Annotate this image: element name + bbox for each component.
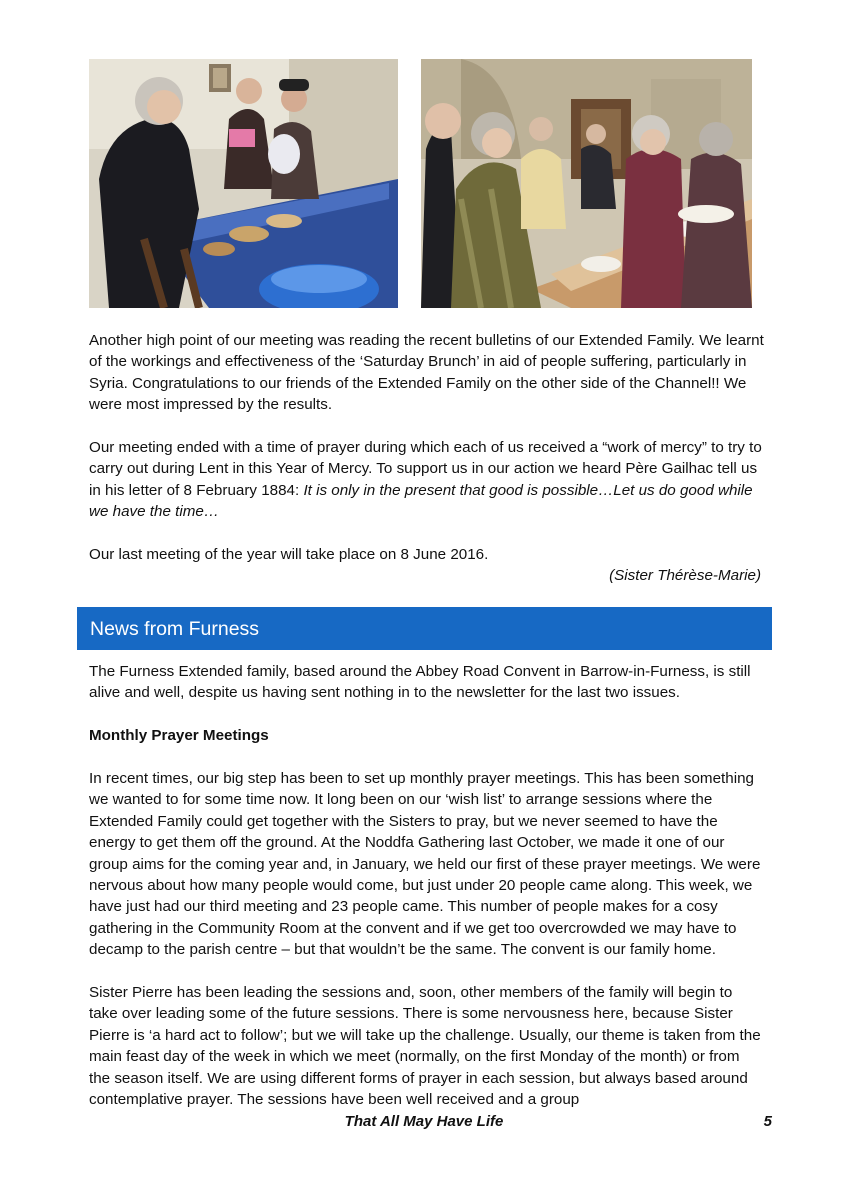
section-banner xyxy=(77,607,772,650)
paragraph-extended-family-bulletins: Another high point of our meeting was reading the recent bulletins of our Extended Family. We learnt of the workings and effectiveness of the ‘Saturday Brunch’ in aid of people suffering, particularly in Syria. Congratulations to our friends of the Extended Family on the other side of the Channel!! We were most impressed by the results. xyxy=(89,332,764,414)
section-title: News from Furness xyxy=(90,618,260,640)
gailhac-quote: It is only in the present that good is possible…Let us do good while we have the time… xyxy=(89,481,753,521)
photo-brunch-table xyxy=(89,59,398,308)
footer-title: That All May Have Life xyxy=(344,1113,504,1130)
page-number: 5 xyxy=(763,1113,772,1130)
paragraph-furness-intro: The Furness Extended family, based around the Abbey Road Convent in Barrow-in-Furness, is still alive and well, despite us having sent nothing in to the newsletter for the last two issues. xyxy=(89,663,751,702)
article-furness xyxy=(89,661,764,1110)
paragraph-prayer-meetings: In recent times, our big step has been to set up monthly prayer meetings. This has been something we wanted to for some time now. It long been on our ‘wish list’ to arrange sessions where the Extended Family could get together with the Sisters to pray, but we never seemed to have the energy to get them off the ground. At the Noddfa Gathering last October, we made it one of our group aims for the coming year and, in January, we held our first of these prayer meetings. We were nervous about how many people would come, but just under 20 people came along. This week, we have just had our third meeting and 23 people came. This number of people makes for a cosy gathering in the Community Room at the convent and if we get too overcrowded we may have to decamp to the parish centre – but that wouldn’t be the same. The convent is our family home. xyxy=(89,770,761,959)
subheading-monthly-prayer-meetings: Monthly Prayer Meetings xyxy=(89,727,269,745)
paragraph-last-meeting: Our last meeting of the year will take place on 8 June 2016. xyxy=(89,546,489,564)
photo-buffet-queue xyxy=(421,59,752,308)
paragraph-sister-pierre: Sister Pierre has been leading the sessions and, soon, other members of the family will begin to take over leading some of the future sessions. There is some nervousness here, because Sister Pierre is ‘a hard act to follow’; but we will take up the challenge. Usually, our theme is taken from the main feast day of the week in which we meet (normally, on the first Monday of the month) or from the season itself. We are using different forms of prayer in each session, but always based around contemplative prayer. The sessions have been well received and a group xyxy=(89,984,761,1109)
author-signature: (Sister Thérèse-Marie) xyxy=(609,567,761,585)
paragraph-prayer-work-of-mercy xyxy=(89,437,764,523)
article-top xyxy=(89,330,764,608)
paragraph-prayer-text: Our meeting ended with a time of prayer during which each of us received a “work of mercy” to try to carry out during Lent in this Year of Mercy. To support us in our action we heard Père Gailhac tell us in his letter of 8 February 1884: xyxy=(89,439,762,499)
